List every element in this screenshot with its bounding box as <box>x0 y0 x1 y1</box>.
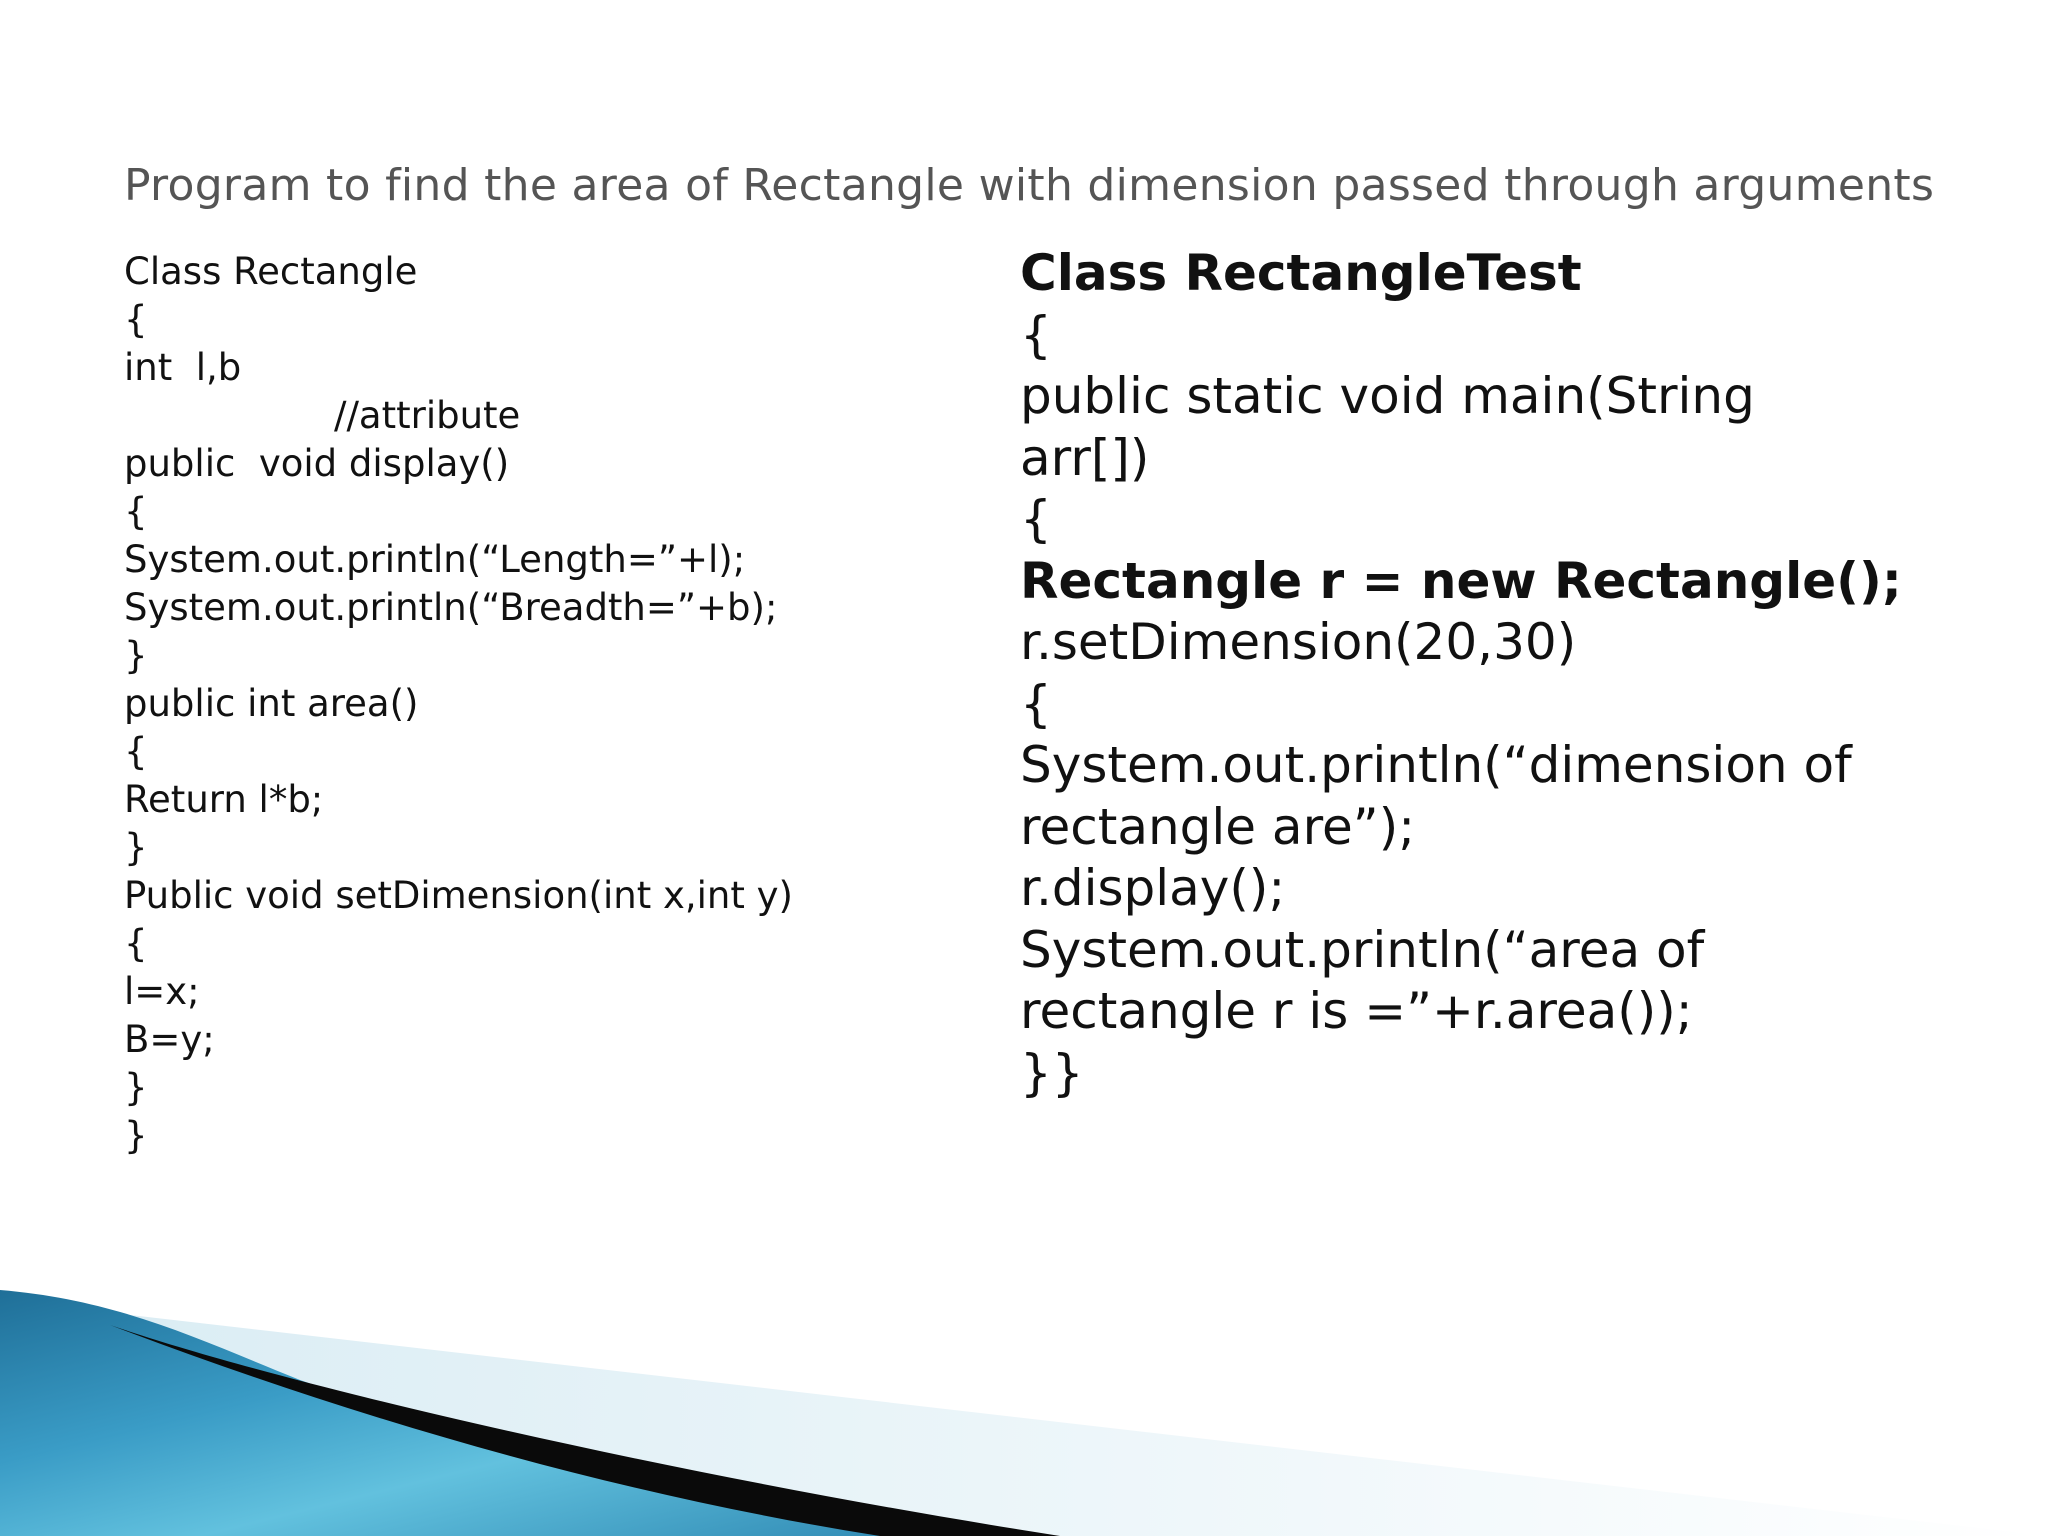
code-line: Return l*b; <box>124 778 324 821</box>
code-line: { <box>1020 674 1052 733</box>
code-line: r.display(); <box>1020 859 1286 917</box>
code-comment: //attribute <box>334 394 521 437</box>
code-line: { <box>124 730 148 773</box>
code-line: r.setDimension(20,30) <box>1020 613 1577 671</box>
code-line: { <box>1020 305 1052 364</box>
code-line: Public void setDimension(int x,int y) <box>124 874 793 917</box>
code-line: System.out.println(“Breadth=”+b); <box>124 586 778 629</box>
code-line: Class Rectangle <box>124 250 418 293</box>
code-block-rectangle-class <box>124 248 1004 1160</box>
code-line: public void display() <box>124 442 510 485</box>
code-line: rectangle r is =”+r.area()); <box>1020 982 1693 1040</box>
code-line: public static void main(String <box>1020 367 1755 425</box>
code-line: rectangle are”); <box>1020 797 1416 856</box>
code-line: { <box>124 490 148 533</box>
code-line: public int area() <box>124 682 419 725</box>
code-line: } <box>124 1114 148 1157</box>
code-line: Class RectangleTest <box>1020 244 1582 302</box>
slide-title: Program to find the area of Rectangle with dimension passed through arguments <box>124 160 1935 211</box>
code-line: l=x; <box>124 970 200 1013</box>
code-line: }} <box>1020 1043 1084 1102</box>
code-line: { <box>1020 490 1052 548</box>
code-line: int l,b <box>124 346 242 389</box>
code-line: B=y; <box>124 1018 215 1061</box>
code-line: } <box>124 634 148 677</box>
code-line: System.out.println(“Length=”+l); <box>124 538 746 581</box>
code-line: arr[]) <box>1020 428 1150 487</box>
code-line: System.out.println(“area of <box>1020 920 1705 979</box>
code-line: { <box>124 922 148 965</box>
code-block-rectangle-test-class <box>1020 243 2020 1104</box>
code-line: { <box>124 298 148 341</box>
code-line: } <box>124 1066 148 1109</box>
code-line: } <box>124 826 148 869</box>
code-line: System.out.println(“dimension of <box>1020 736 1852 794</box>
code-line: Rectangle r = new Rectangle(); <box>1020 551 1902 610</box>
slide-decoration-swoosh <box>0 1280 2048 1536</box>
